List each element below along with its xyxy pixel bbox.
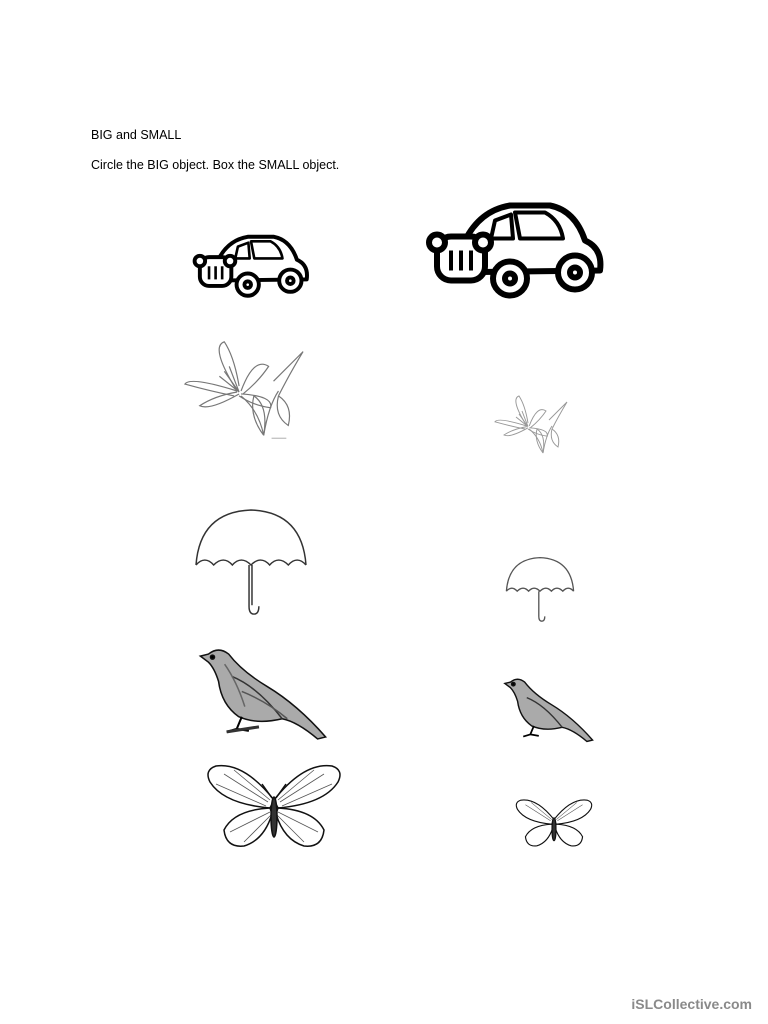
lily-small-image [492, 392, 570, 460]
butterfly-small-image [514, 796, 594, 850]
bird-big-image [196, 646, 328, 742]
car-small-image [192, 226, 310, 300]
bird-small-image [502, 676, 594, 744]
butterfly-big-image [204, 762, 344, 850]
car-big-image [425, 188, 605, 303]
umbrella-small-image [504, 556, 576, 624]
umbrella-big-image [192, 508, 310, 618]
watermark: iSLCollective.com [631, 996, 752, 1012]
worksheet-instruction: Circle the BIG object. Box the SMALL object. [91, 158, 340, 172]
worksheet-title: BIG and SMALL [91, 128, 182, 142]
lily-big-image [180, 336, 308, 446]
